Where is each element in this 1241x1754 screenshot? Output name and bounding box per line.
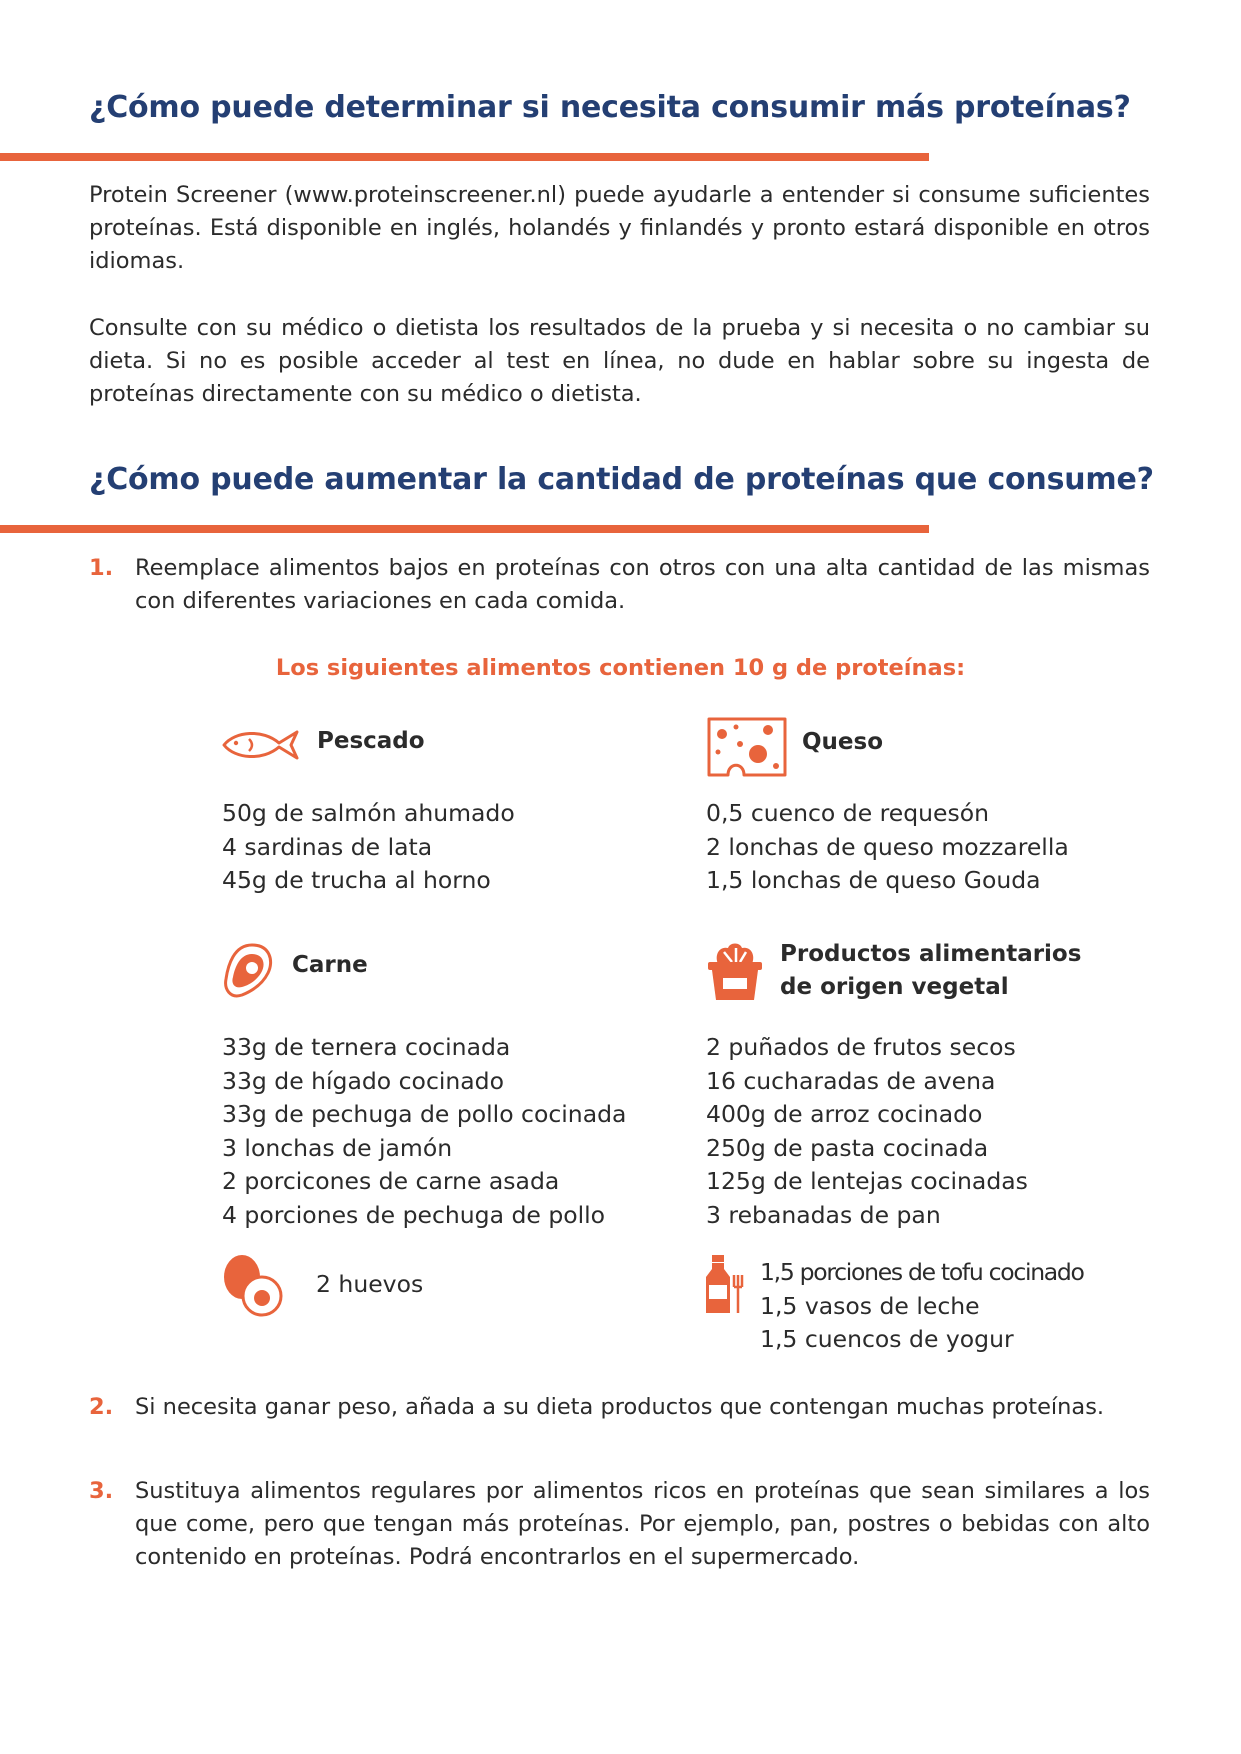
eggs-text: 2 huevos — [316, 1270, 424, 1298]
list-number: 3. — [89, 1478, 114, 1504]
eggs-icon — [222, 1253, 284, 1317]
list-item: 2 lonchas de queso mozzarella — [706, 832, 1069, 861]
plant-list — [706, 1031, 1028, 1232]
list-item: 1,5 porciones de tofu cocinado — [760, 1258, 1084, 1286]
milk-bottle-icon — [704, 1253, 748, 1315]
foods-subtitle: Los siguientes alimentos contienen 10 g de proteínas: — [275, 655, 966, 681]
list-number: 2. — [89, 1394, 114, 1420]
list-item: 250g de pasta cocinada — [706, 1133, 989, 1162]
list-item: 4 sardinas de lata — [222, 832, 433, 861]
list-item: 3 lonchas de jamón — [222, 1133, 453, 1162]
list-item-text: Sustituya alimentos regulares por alimentos ricos en proteínas que sean similares a los que come, pero que tengan más proteínas. Por ejemplo, pan, postres o bebidas con alto contenido en proteínas. Podrá encontrarlos en el supermercado. — [135, 1478, 1150, 1570]
list-item-text: Si necesita ganar peso, añada a su dieta productos que contengan muchas proteínas. — [135, 1394, 1105, 1420]
list-item: 1,5 vasos de leche — [760, 1291, 980, 1320]
cheese-icon — [706, 716, 788, 778]
category-plant-line2: de origen vegetal — [780, 974, 1009, 1000]
category-meat: Carne — [292, 952, 368, 978]
list-item: 2 puñados de frutos secos — [706, 1033, 1016, 1061]
list-item: 45g de trucha al horno — [222, 866, 491, 894]
category-fish: Pescado — [317, 728, 425, 754]
list-item: 125g de lentejas cocinadas — [706, 1167, 1028, 1195]
consult-paragraph: Consulte con su médico o dietista los resultados de la prueba y si necesita o no cambiar su dieta. Si no es posible acceder al test en línea, no dude en hablar sobre su ingesta de proteínas directamente con su médico o dietista. — [89, 315, 1150, 407]
section-heading-determine: ¿Cómo puede determinar si necesita consumir más proteínas? — [89, 90, 1131, 125]
list-item: 4 porciones de pechuga de pollo — [222, 1200, 606, 1229]
fish-list — [222, 797, 515, 898]
category-cheese: Queso — [802, 729, 884, 755]
list-item: 2 porcicones de carne asada — [222, 1167, 560, 1195]
vegetable-basket-icon — [706, 942, 764, 1002]
list-number: 1. — [89, 555, 114, 581]
intro-paragraph: Protein Screener (www.proteinscreener.nl) puede ayudarle a entender si consume suficientes proteínas. Está disponible en inglés, holandés y finlandés y pronto estará disponible en otros idiomas. — [89, 182, 1150, 274]
fish-icon — [221, 727, 301, 763]
list-item: 3 rebanadas de pan — [706, 1200, 941, 1229]
list-item: 33g de hígado cocinado — [222, 1066, 504, 1095]
list-item-text: Reemplace alimentos bajos en proteínas con otros con una alta cantidad de las mismas con diferentes variaciones en cada comida. — [135, 555, 1150, 614]
heading-underline — [0, 153, 929, 161]
cheese-list — [706, 797, 1069, 898]
section-heading-increase: ¿Cómo puede aumentar la cantidad de proteínas que consume? — [89, 462, 1154, 497]
list-item: 1,5 cuencos de yogur — [760, 1325, 1014, 1353]
category-plant-line1: Productos alimentarios — [780, 941, 1082, 967]
list-item: 400g de arroz cocinado — [706, 1100, 983, 1128]
list-item: 1,5 lonchas de queso Gouda — [706, 866, 1041, 894]
list-item: 16 cucharadas de avena — [706, 1066, 996, 1095]
list-item: 0,5 cuenco de requesón — [706, 799, 990, 827]
dairy-list — [760, 1256, 1084, 1357]
meat-icon — [222, 941, 276, 999]
list-item: 33g de ternera cocinada — [222, 1033, 511, 1061]
heading-underline — [0, 525, 929, 533]
list-item: 33g de pechuga de pollo cocinada — [222, 1100, 627, 1128]
meat-list — [222, 1031, 626, 1232]
list-item: 50g de salmón ahumado — [222, 799, 515, 827]
